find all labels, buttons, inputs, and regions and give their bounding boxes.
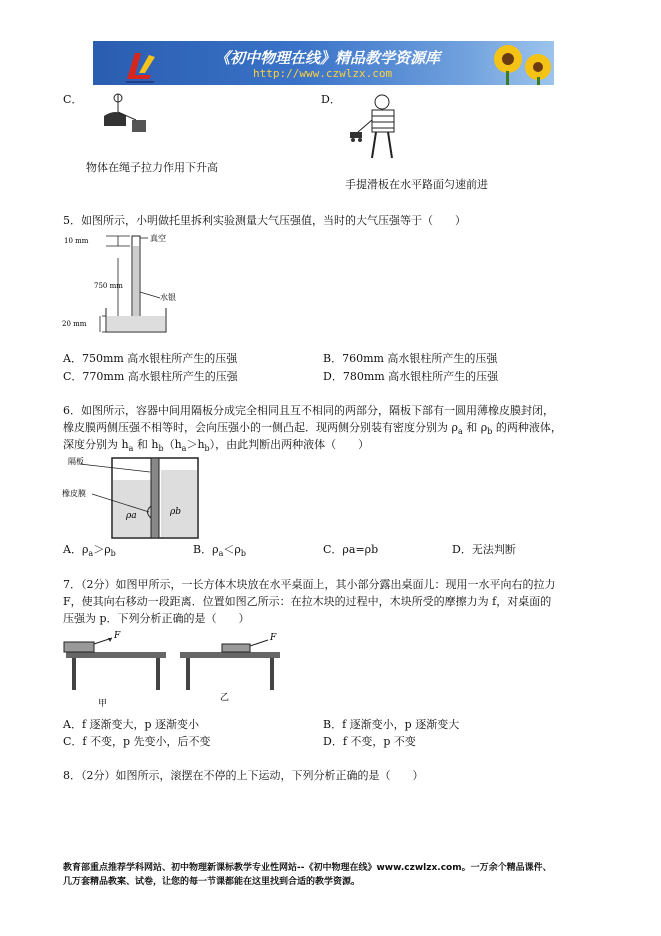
q7-option-a[interactable]: A．f 逐渐变大，p 逐渐变小 <box>63 718 200 731</box>
q7-option-d[interactable]: D．f 不变，p 不变 <box>323 735 416 748</box>
q4-option-c-label: C． <box>63 93 83 106</box>
footer-line1: 教育部重点推荐学科网站、初中物理新课标教学专业性网站--《初中物理在线》www.czwlzx.com。一万余个精品课件、 <box>63 863 552 873</box>
q8-stem: 8．（2分）如图所示，滚摆在不停的上下运动，下列分析正确的是（ ） <box>63 769 424 782</box>
q4-c-figure <box>96 92 152 136</box>
q7-option-b[interactable]: B．f 逐渐变小，p 逐渐变大 <box>323 718 460 731</box>
q7-stem-line1: 7．（2分）如图甲所示，一长方体木块放在水平桌面上，其小部分露出桌面儿：现用一水平向右的拉力 <box>63 578 556 591</box>
q5-fig-top-length: 10 mm <box>64 237 89 245</box>
q6-option-b[interactable]: B．$\rho_a<\rho_b$ <box>193 543 246 559</box>
q5-option-a[interactable]: A．750mm 高水银柱所产生的压强 <box>63 352 238 365</box>
q4-d-figure <box>348 92 410 168</box>
q6-option-c[interactable]: C．ρa=ρb <box>323 543 379 556</box>
q7-stem-line2: F，使其向右移动一段距离．位置如图乙所示：在拉木块的过程中，木块所受的摩擦力为 f，对桌面的 <box>63 595 552 608</box>
q4-option-d-label: D． <box>321 93 341 106</box>
q6-stem-line1: 6．如图所示，容器中间用隔板分成完全相同且互不相同的两部分，隔板下部有一圆用薄橡皮膜封闭， <box>63 404 554 417</box>
q7-fig-force-label-jia: F <box>114 631 121 641</box>
q7-table-figure <box>62 630 292 710</box>
q6-container-figure <box>62 454 202 542</box>
q5-option-d[interactable]: D．780mm 高水银柱所产生的压强 <box>323 370 499 383</box>
q5-option-c[interactable]: C．770mm 高水银柱所产生的压强 <box>63 370 238 383</box>
q6-fig-membrane-label: 橡皮膜 <box>62 489 86 498</box>
q7-fig-jia-label: 甲 <box>98 699 108 709</box>
q5-option-b[interactable]: B．760mm 高水银柱所产生的压强 <box>323 352 498 365</box>
q5-fig-vacuum-label: 真空 <box>150 234 166 243</box>
q5-torricelli-figure <box>62 232 202 342</box>
q7-option-c[interactable]: C．f 不变，p 先变小，后不变 <box>63 735 211 748</box>
q6-option-d[interactable]: D．无法判断 <box>452 543 516 556</box>
q7-fig-yi-label: 乙 <box>220 693 230 703</box>
q6-option-a[interactable]: A．$\rho_a>\rho_b$ <box>63 543 116 559</box>
header-banner <box>93 41 554 85</box>
q5-fig-column-length: 750 mm <box>94 282 123 290</box>
q6-fig-rho-b: ρb <box>170 507 182 517</box>
q7-stem-line3: 压强为 p．下列分析正确的是（ ） <box>63 612 250 625</box>
logo-icon <box>121 45 161 83</box>
q6-stem-line2: 橡皮膜两侧压强不相等时，会向压强小的一侧凸起．现两侧分别装有密度分别为 $\rho_a$ 和 $\rho_b$ 的两种液体， <box>63 421 562 437</box>
q4-option-d-caption: 手提滑板在水平路面匀速前进 <box>345 178 488 191</box>
sunflower-icon <box>488 41 554 85</box>
q4-option-c-caption: 物体在绳子拉力作用下升高 <box>86 161 218 174</box>
q5-fig-bottom-length: 20 mm <box>62 320 87 328</box>
q6-stem-line3: 深度分别为 $h_a$ 和 $h_b(h_a>h_b)$，由此判断出两种液体（ ） <box>63 438 370 454</box>
q5-fig-mercury-label: 水银 <box>160 293 176 302</box>
banner-url[interactable]: http://www.czwlzx.com <box>253 67 393 80</box>
q6-fig-rho-a: ρa <box>126 511 137 521</box>
q7-fig-force-label-yi: F <box>270 633 277 643</box>
q6-fig-partition-label: 隔板 <box>68 457 84 466</box>
banner-title: 《初中物理在线》精品教学资源库 <box>215 49 441 67</box>
footer-line2: 几万套精品教案、试卷，让您的每一节课都能在这里找到合适的教学资源。 <box>63 877 361 887</box>
q5-stem: 5．如图所示，小明做托里拆利实验测量大气压强值，当时的大气压强等于（ ） <box>63 214 466 227</box>
